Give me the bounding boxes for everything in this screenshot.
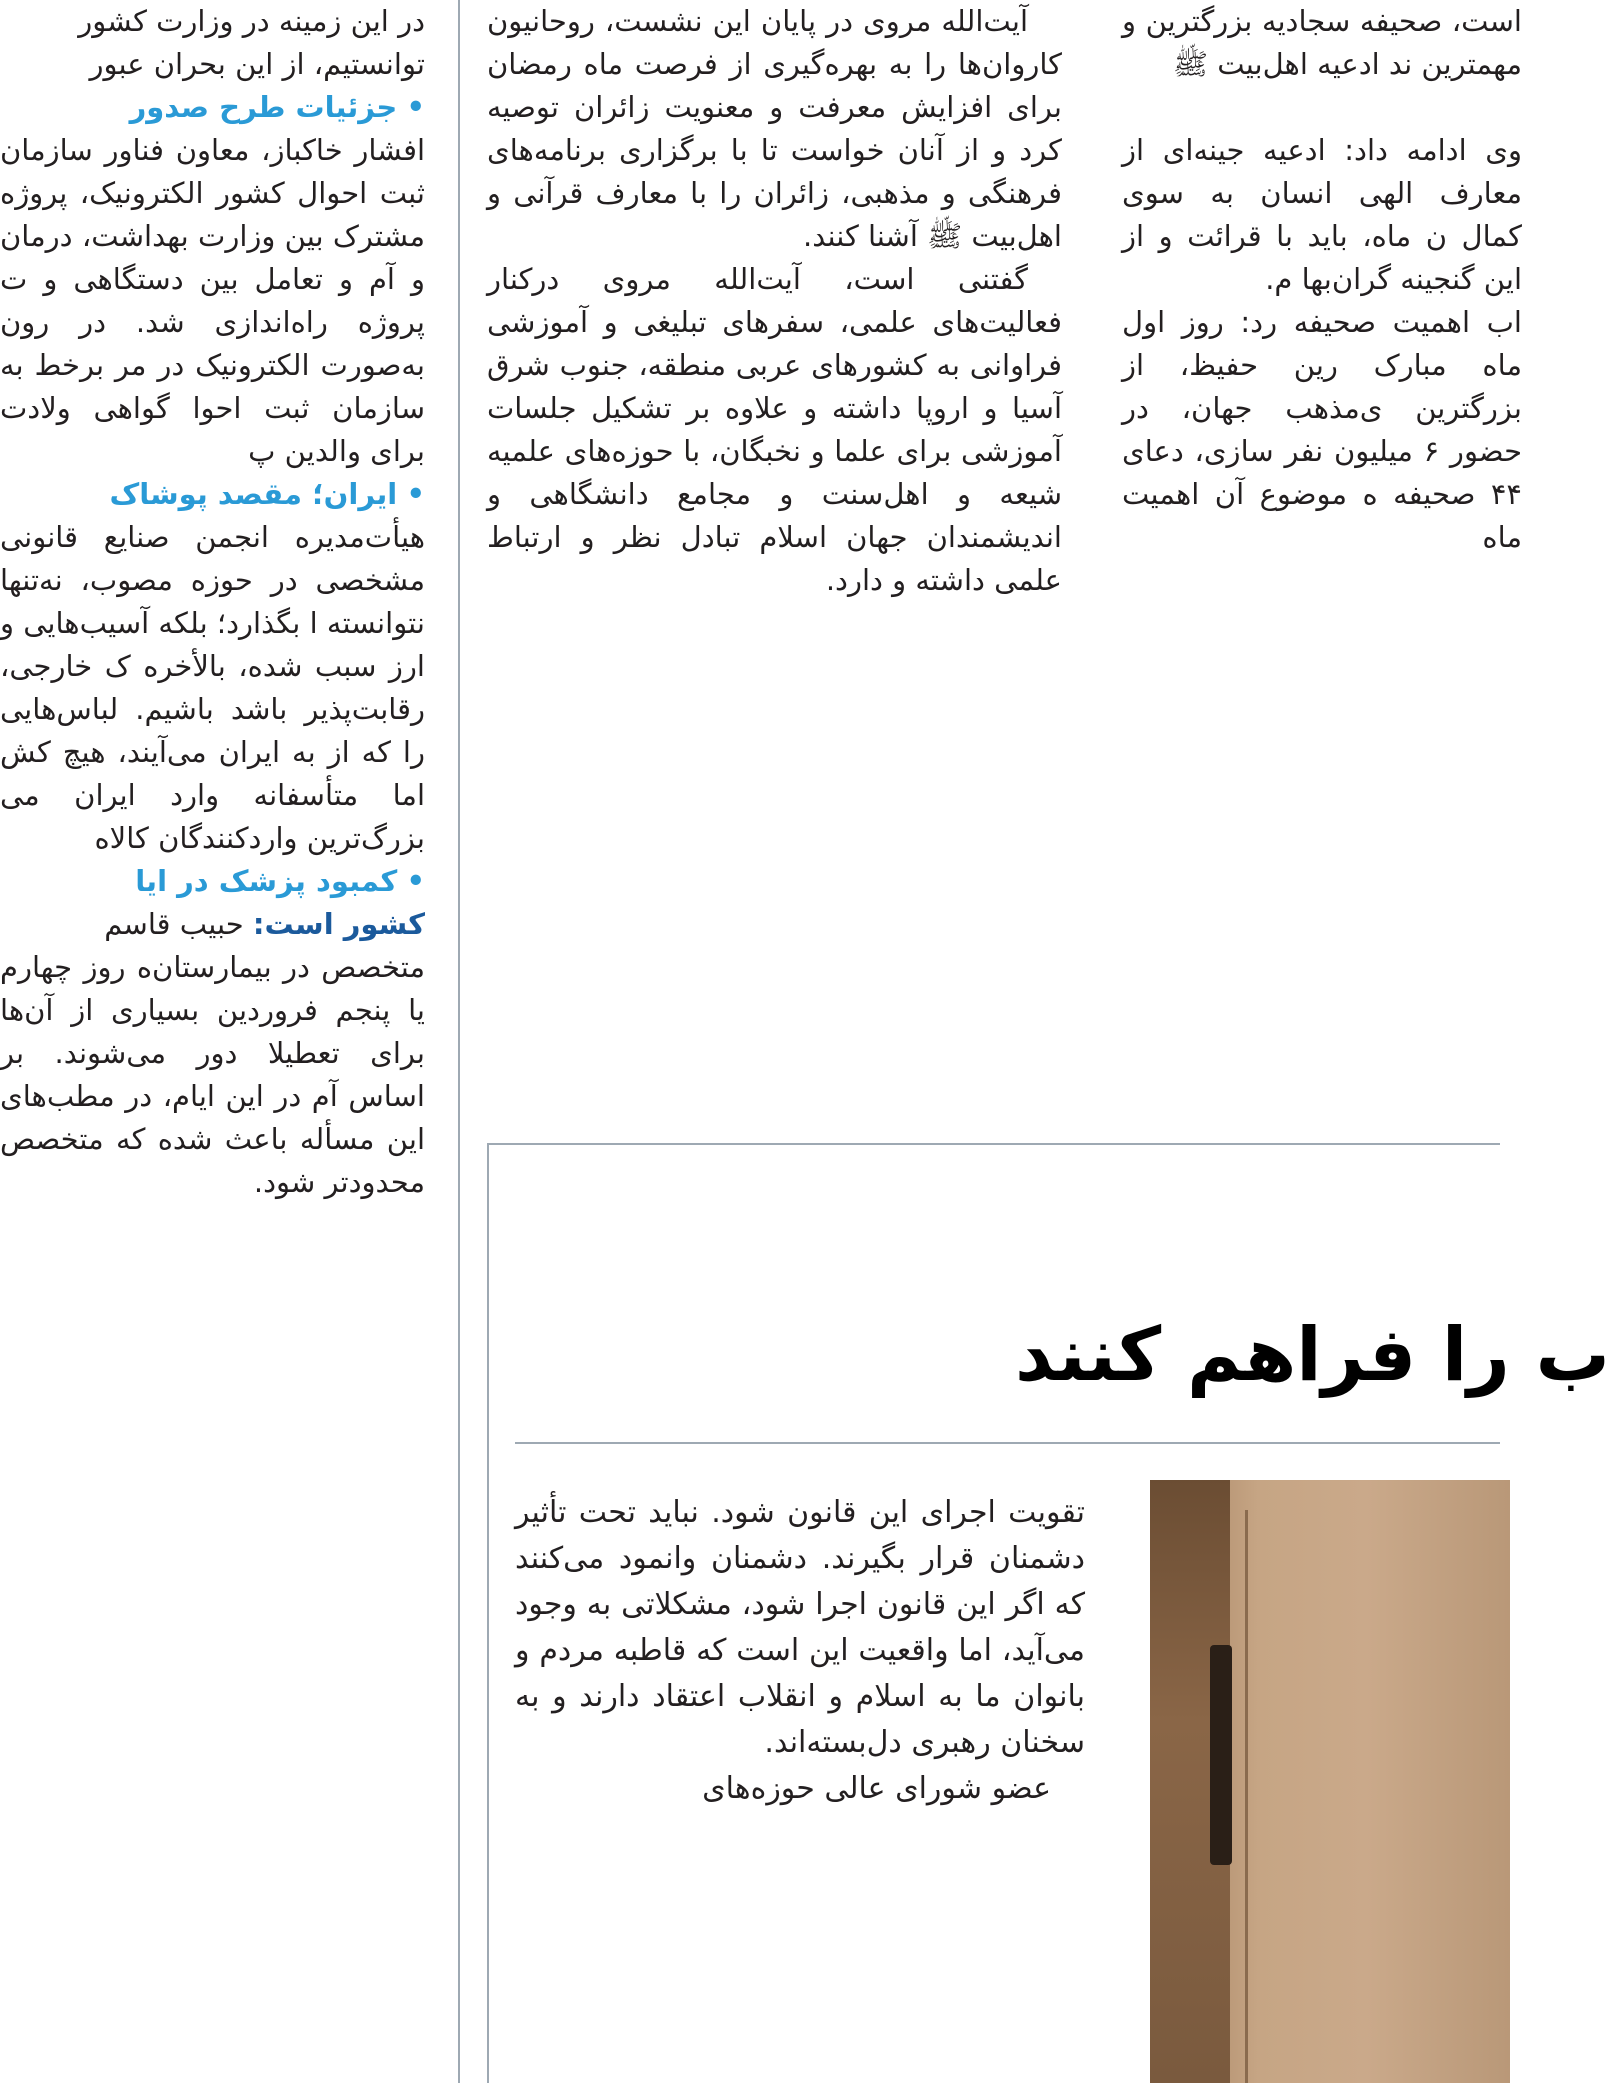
bullet-icon: • (406, 864, 425, 898)
bullet-icon: • (406, 90, 425, 124)
left-paragraph-3: افشار خاکباز، معاون فناور سازمان ثبت احوال کشور الکترونیک، پروژه مشترک بین وزارت بهداشت، درمان و آم و تعامل بین دستگاهی و ت پروژه راه‌اندازی شد. در رون به‌صورت الکترونیک در مر برخط به سازمان ثبت احوا گواهی ولادت برای والدین پ (0, 133, 425, 468)
left-subheading-3 (0, 860, 425, 903)
bottom-paragraph-1: تقویت اجرای این قانون شود. نباید تحت تأثیر دشمنان قرار بگیرند. دشمنان وانمود می‌کنند که اگر این قانون اجرا شود، مشکلاتی به وجود می‌آید، اما واقعیت این است که قاطبه مردم و بانوان ما به اسلام و انقلاب اعتقاد دارند و به سخنان رهبری دل‌بسته‌اند. (515, 1495, 1085, 1760)
left-subheading-3-text: کمبود پزشک در ایا (135, 864, 398, 898)
middle-article-column (487, 0, 1062, 1105)
bullet-icon: • (406, 477, 425, 511)
middle-paragraph-2: گفتنی است، آیت‌الله مروی درکنار فعالیت‌های علمی، سفرهای تبلیغی و آموزشی فراوانی به کشورهای عربی منطقه، جنوب شرق آسیا و اروپا داشته و علاوه بر تشکیل جلسات آموزشی برای علما و نخبگان، با حوزه‌های علمیه شیعه و اهل‌سنت و مجامع دانشگاهی و اندیشمندان جهان اسلام تبادل نظر و ارتباط علمی داشته و دارد. (487, 262, 1062, 597)
headline-underline (515, 1442, 1500, 1444)
left-paragraph-5: متخصص در بیمارستان‌ه روز چهارم یا پنجم فروردین بسیاری از آن‌ها برای تعطیلا دور می‌شوند. بر اساس آم در این ایام، در مطب‌های این مسأله باعث شده که متخصص محدودتر شود. (0, 950, 425, 1199)
left-paragraph-4: هیأت‌مدیره انجمن صنایع قانونی مشخصی در حوزه مصوب، نه‌تنها نتوانسته ا بگذارد؛ بلکه آسیب‌هایی و ارز سبب شده، بالأخره ک خارجی، رقابت‌پذیر باشد باشیم. لباس‌هایی را که از به ایران می‌آیند، هیچ کش اما متأسفانه وارد ایران می بزرگ‌ترین واردکنندگان کالاه (0, 520, 425, 855)
column-divider (458, 0, 460, 2083)
right-paragraph-2: وی ادامه داد: ادعیه جینه‌ای از معارف الهی انسان به سوی کمال ن ماه، باید با قرائت و از این گنجینه گران‌بها م. (1122, 133, 1522, 296)
article-headline: ب را فراهم کنند (1015, 1312, 1610, 1398)
left-article-column (0, 0, 425, 2083)
left-subheading-1 (0, 86, 425, 129)
left-paragraph-2: توانستیم، از این بحران عبور (89, 47, 425, 81)
left-subheading-1-text: جزئیات طرح صدور (129, 90, 398, 124)
middle-paragraph-1: آیت‌الله مروی در پایان این نشست، روحانیون کاروان‌ها را به بهره‌گیری از فرصت ماه رمضان برای افزایش معرفت و معنویت زائران توصیه کرد و از آنان خواست تا با برگزاری برنامه‌های فرهنگی و مذهبی، زائران را با معارف قرآنی و اهل‌بیت ﷺ آشنا کنند. (487, 4, 1062, 253)
right-paragraph-3: اب اهمیت صحیفه رد: روز اول ماه مبارک رین حفیظ، از بزرگترین ی‌مذهب جهان، در حضور ۶ میلیون نفر سازی، دعای ۴۴ صحیفه ه موضوع آن اهمیت ماه (1122, 305, 1522, 554)
left-subheading-3-continued: کشور است: (252, 907, 425, 941)
left-subheading-2 (0, 473, 425, 516)
bottom-paragraph-2: عضو شورای عالی حوزه‌های (702, 1771, 1051, 1806)
left-paragraph-5-start: حبیب قاسم (104, 907, 244, 941)
left-subheading-2-text: ایران؛ مقصد پوشاک (109, 477, 398, 511)
left-paragraph-1: در این زمینه در وزارت کشور (78, 4, 425, 38)
article-photo (1150, 1480, 1510, 2083)
bottom-article-column (515, 1490, 1085, 2090)
photo-hinge (1210, 1645, 1232, 1865)
photo-door-panel (1245, 1510, 1248, 2083)
box-border-left (487, 1143, 489, 2083)
right-article-column (1122, 0, 1522, 1105)
left-paragraph-5-lead (0, 903, 425, 946)
right-paragraph-1: است، صحیفه سجادیه بزرگترین و مهمترین ند ادعیه اهل‌بیت ﷺ (1122, 4, 1522, 81)
section-divider (487, 1143, 1500, 1145)
